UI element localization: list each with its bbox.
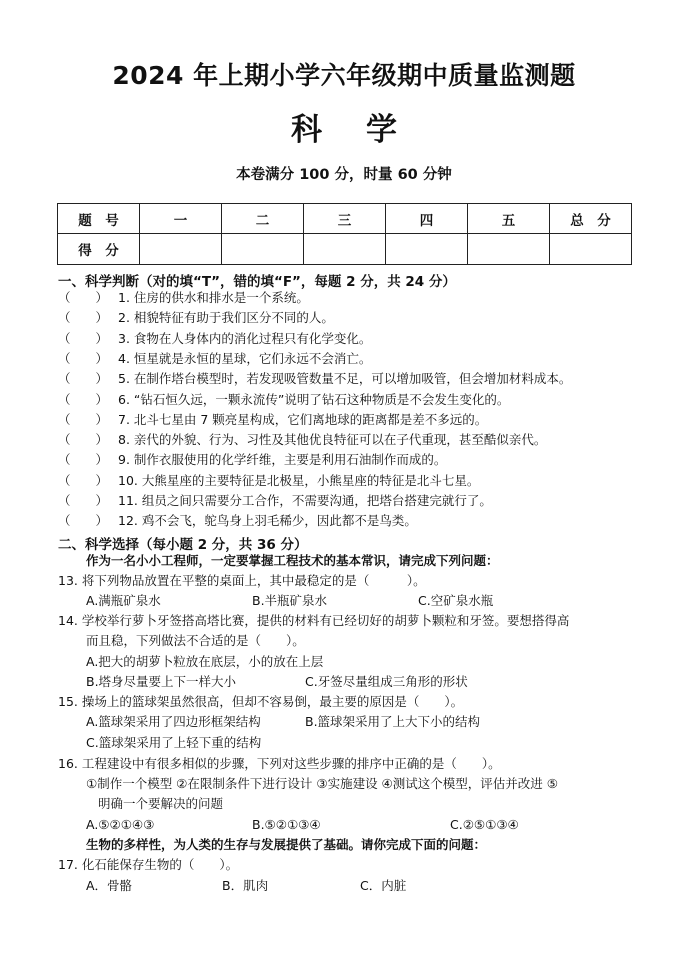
section1-heading: 一、科学判断（对的填“T”，错的填“F”，每题 2 分，共 24 分） <box>58 274 456 290</box>
score-cell-label: 题 号 <box>58 204 140 234</box>
score-input-1[interactable] <box>140 234 222 265</box>
score-input-4[interactable] <box>386 234 468 265</box>
judge-item-text: 2. 相貌特征有助于我们区分不同的人。 <box>118 310 334 326</box>
q15-stem: 15. 操场上的篮球架虽然很高，但却不容易倒，最主要的原因是（ ）。 <box>58 694 464 709</box>
q14-stem-1: 14. 学校举行萝卜牙签搭高塔比赛，提供的材料有已经切好的胡萝卜颗粒和牙签。要想搭得高 <box>58 613 570 628</box>
q15-option-b[interactable]: B.篮球架采用了上大下小的结构 <box>305 714 481 729</box>
answer-blank[interactable]: （ ） <box>58 513 109 529</box>
q17-stem: 17. 化石能保存生物的（ ）。 <box>58 857 239 872</box>
judge-item <box>58 451 446 469</box>
intro-engineering: 作为一名小小工程师，一定要掌握工程技术的基本常识，请完成下列问题： <box>86 553 499 568</box>
judge-item-text: 1. 住房的供水和排水是一个系统。 <box>118 290 309 305</box>
judge-item-text: 7. 北斗七星由 7 颗亮星构成，它们离地球的距离都是差不多远的。 <box>118 411 488 427</box>
q14-option-a[interactable]: A.把大的胡萝卜粒放在底层，小的放在上层 <box>86 654 324 669</box>
judge-item <box>58 330 371 348</box>
section2-heading: 二、科学选择（每小题 2 分，共 36 分） <box>58 537 308 553</box>
judge-item <box>58 391 509 409</box>
answer-blank[interactable]: （ ） <box>58 472 109 488</box>
judge-item <box>58 370 571 388</box>
answer-blank[interactable]: （ ） <box>58 310 109 326</box>
q17-option-c[interactable]: C．内脏 <box>360 878 407 893</box>
q16-option-a[interactable]: A.⑤②①④③ <box>86 817 155 832</box>
judge-item-text: 10. 大熊星座的主要特征是北极星，小熊星座的特征是北斗七星。 <box>118 472 480 488</box>
answer-blank[interactable]: （ ） <box>58 290 109 305</box>
score-table-header-row <box>58 204 632 234</box>
answer-blank[interactable]: （ ） <box>58 391 109 407</box>
judge-item <box>58 350 371 368</box>
judge-item-text: 3. 食物在人身体内的消化过程只有化学变化。 <box>118 330 372 346</box>
score-input-5[interactable] <box>468 234 550 265</box>
exam-title: 2024 年上期小学六年级期中质量监测题 <box>112 61 576 90</box>
score-table-score-row <box>58 234 632 265</box>
score-cell-1: 一 <box>140 204 222 234</box>
answer-blank[interactable]: （ ） <box>58 350 109 366</box>
judge-item <box>58 289 309 307</box>
score-cell-4: 四 <box>386 204 468 234</box>
score-table <box>57 203 632 265</box>
score-input-total[interactable] <box>550 234 632 265</box>
judge-item-text: 8. 亲代的外貌、行为、习性及其他优良特征可以在子代重现，甚至酷似亲代。 <box>118 432 547 448</box>
exam-meta: 本卷满分 100 分，时量 60 分钟 <box>236 167 452 183</box>
q16-steps-2: 明确一个要解决的问题 <box>98 796 224 811</box>
judge-item-text: 9. 制作衣服使用的化学纤维，主要是利用石油制作而成的。 <box>118 452 447 468</box>
q15-option-a[interactable]: A.篮球架采用了四边形框架结构 <box>86 714 261 729</box>
q13-stem: 13. 将下列物品放置在平整的桌面上，其中最稳定的是（ ）。 <box>58 573 426 588</box>
judge-item <box>58 492 492 510</box>
q16-option-b[interactable]: B.⑤②①③④ <box>252 817 321 832</box>
q17-option-b[interactable]: B．肌肉 <box>222 878 269 893</box>
q15-option-c[interactable]: C.篮球架采用了上轻下重的结构 <box>86 735 262 750</box>
q13-option-b[interactable]: B.半瓶矿泉水 <box>252 593 328 608</box>
judge-item-text: 5. 在制作塔台模型时，若发现吸管数量不足，可以增加吸管，但会增加材料成本。 <box>118 371 572 387</box>
answer-blank[interactable]: （ ） <box>58 432 109 448</box>
subject-char-1: 科 <box>291 112 322 148</box>
score-cell-3: 三 <box>304 204 386 234</box>
q16-stem: 16. 工程建设中有很多相似的步骤，下列对这些步骤的排序中正确的是（ ）。 <box>58 756 501 771</box>
answer-blank[interactable]: （ ） <box>58 330 109 346</box>
judge-item <box>58 309 334 327</box>
subject-char-2: 学 <box>366 112 397 148</box>
q14-stem-2: 而且稳，下列做法不合适的是（ ）。 <box>86 633 305 648</box>
judge-item-text: 12. 鸡不会飞，鸵鸟身上羽毛稀少，因此都不是鸟类。 <box>118 513 417 529</box>
answer-blank[interactable]: （ ） <box>58 452 109 468</box>
q14-option-b[interactable]: B.塔身尽量要上下一样大小 <box>86 674 237 689</box>
intro-biodiversity: 生物的多样性，为人类的生存与发展提供了基础。请你完成下面的问题： <box>86 837 487 852</box>
answer-blank[interactable]: （ ） <box>58 493 109 508</box>
score-input-2[interactable] <box>222 234 304 265</box>
q16-steps-1: ①制作一个模型 ②在限制条件下进行设计 ③实施建设 ④测试这个模型，评估并改进 ⑤ <box>86 776 558 791</box>
answer-blank[interactable]: （ ） <box>58 371 109 387</box>
q16-option-c[interactable]: C.②⑤①③④ <box>450 817 519 832</box>
q14-option-c[interactable]: C.牙签尽量组成三角形的形状 <box>305 674 468 689</box>
score-cell-5: 五 <box>468 204 550 234</box>
score-cell-2: 二 <box>222 204 304 234</box>
judge-item-text: 4. 恒星就是永恒的星球，它们永远不会消亡。 <box>118 350 372 366</box>
judge-item <box>58 472 479 490</box>
judge-item-text: 11. 组员之间只需要分工合作，不需要沟通，把塔台搭建完就行了。 <box>118 493 492 508</box>
score-cell-total: 总 分 <box>550 204 632 234</box>
q13-option-a[interactable]: A.满瓶矿泉水 <box>86 593 161 608</box>
judge-item <box>58 411 487 429</box>
subject-heading <box>0 104 688 149</box>
score-input-3[interactable] <box>304 234 386 265</box>
q17-option-a[interactable]: A．骨骼 <box>86 878 133 893</box>
judge-item <box>58 512 417 530</box>
score-row-label: 得 分 <box>58 234 140 265</box>
judge-item-text: 6. “钻石恒久远，一颗永流传”说明了钻石这种物质是不会发生变化的。 <box>118 391 510 407</box>
judge-item <box>58 431 546 449</box>
q13-option-c[interactable]: C.空矿泉水瓶 <box>418 593 494 608</box>
answer-blank[interactable]: （ ） <box>58 411 109 427</box>
